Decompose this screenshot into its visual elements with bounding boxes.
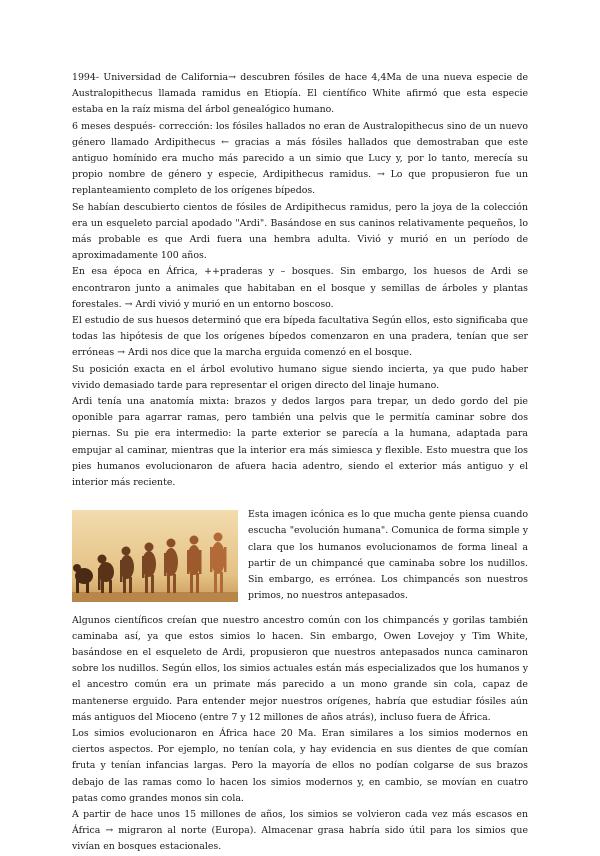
figure-caption: Esta imagen icónica es lo que mucha gente piensa cuando escucha "evolución humana". Comunica de forma simple y clara que los humanos evolucionamos de forma lineal a partir de un chimpancé que caminaba sobre los nudillos. Sin embargo, es errónea. Los chimpancés son nuestros primos, no nuestros antepasados. [248, 509, 528, 602]
paragraph-ape-evolution: Los simios evolucionaron en África hace 20 Ma. Eran similares a los simios modernos en ciertos aspectos. Por ejemplo, no tenían cola, y hay evidencia en sus dientes de que comían fruta y tenían infancias largas. Pero la mayoría de ellos no podían colgarse de sus brazos debajo de las ramas como lo hacen los simios modernos y, en cambio, se movían en cuatro patas como grandes monos sin cola. [72, 727, 528, 804]
march-of-progress-image [72, 510, 238, 602]
paragraph-ardi-skeleton: Se habían descubierto cientos de fósiles de Ardipithecus ramidus, pero la joya de la colección era un esqueleto parcial apodado "Ardi". Basándose en sus caninos relativamente pequeños, lo más probable es que Ardi fuera una hembra adulta. Vivió y murió en un período de aproximadamente 100 años. [72, 201, 528, 262]
paragraph-correction: 6 meses después- corrección: los fósiles hallados no eran de Australopithecus sino de un nuevo género llamado Ardipithecus ← gracias a más fósiles hallados que demostraban que este antiguo homínido era mucho más parecido a un simio que Lucy y, por lo tanto, merecía su propio nombre de género y especie, Ardipithecus ramidus. → Lo que propusieron fue un replanteamiento completo de los orígenes bípedos. [72, 120, 528, 197]
document-page [72, 70, 528, 856]
paragraph-migration: A partir de hace unos 15 millones de años, los simios se volvieron cada vez más escasos en África → migraron al norte (Europa). Almacenar grasa habría sido útil para los simios que vivían en bosques estacionales. [72, 808, 528, 853]
paragraph-1994-discovery: 1994- Universidad de California→ descubren fósiles de hace 4,4Ma de una nueva especie de Australopithecus llamada ramidus en Etiopía. El científico White afirmó que esta especie estaba en la raíz misma del árbol genealógico humano. [72, 72, 528, 116]
paragraph-bipedalism: El estudio de sus huesos determinó que era bípeda facultativa Según ellos, esto significaba que todas las hipótesis de que los orígenes bípedos comenzaron en una pradera, tenían que ser erróneas → Ardi nos dice que la marcha erguida comenzó en el bosque. [72, 315, 528, 359]
paragraph-knuckle-walking: Algunos científicos creían que nuestro ancestro común con los chimpancés y gorilas también caminaba así, ya que estos simios lo hacen. Sin embargo, Owen Lovejoy y Tim White, basándose en el esqueleto de Ardi, propusieron que nuestros antepasados nunca caminaron sobre los nudillos. Según ellos, los simios actuales están más especializados que los humanos y el ancestro común era un primate más parecido a un mono grande sin cola, capaz de mantenerse erguido. Para entender mejor nuestros orígenes, habría que estudiar fósiles aún más antiguos del Mioceno (entre 7 y 12 millones de años atrás), incluso fuera de África. [72, 614, 528, 723]
paragraph-mixed-anatomy: Ardi tenía una anatomía mixta: brazos y dedos largos para trepar, un dedo gordo del pie oponible para agarrar ramas, pero también una pelvis que le permitía caminar sobre dos piernas. Su pie era intermedio: la parte exterior se parecía a la humana, adaptada para empujar al caminar, mientras que la interior era más simiesca y flexible. Esto muestra que los pies humanos evolucionaron de afuera hacia adentro, siendo el exterior más antiguo y el interior más reciente. [72, 396, 528, 489]
figure-block [72, 507, 528, 604]
paragraph-environment: En esa época en África, ++praderas y – bosques. Sin embargo, los huesos de Ardi se encontraron junto a animales que habitaban en el bosque y semillas de árboles y plantas forestales. → Ardi vivió y murió en un entorno boscoso. [72, 266, 528, 310]
paragraph-evolutionary-position: Su posición exacta en el árbol evolutivo humano sigue siendo incierta, ya que pudo haber vivido demasiado tarde para representar el origen directo del linaje humano. [72, 363, 528, 391]
